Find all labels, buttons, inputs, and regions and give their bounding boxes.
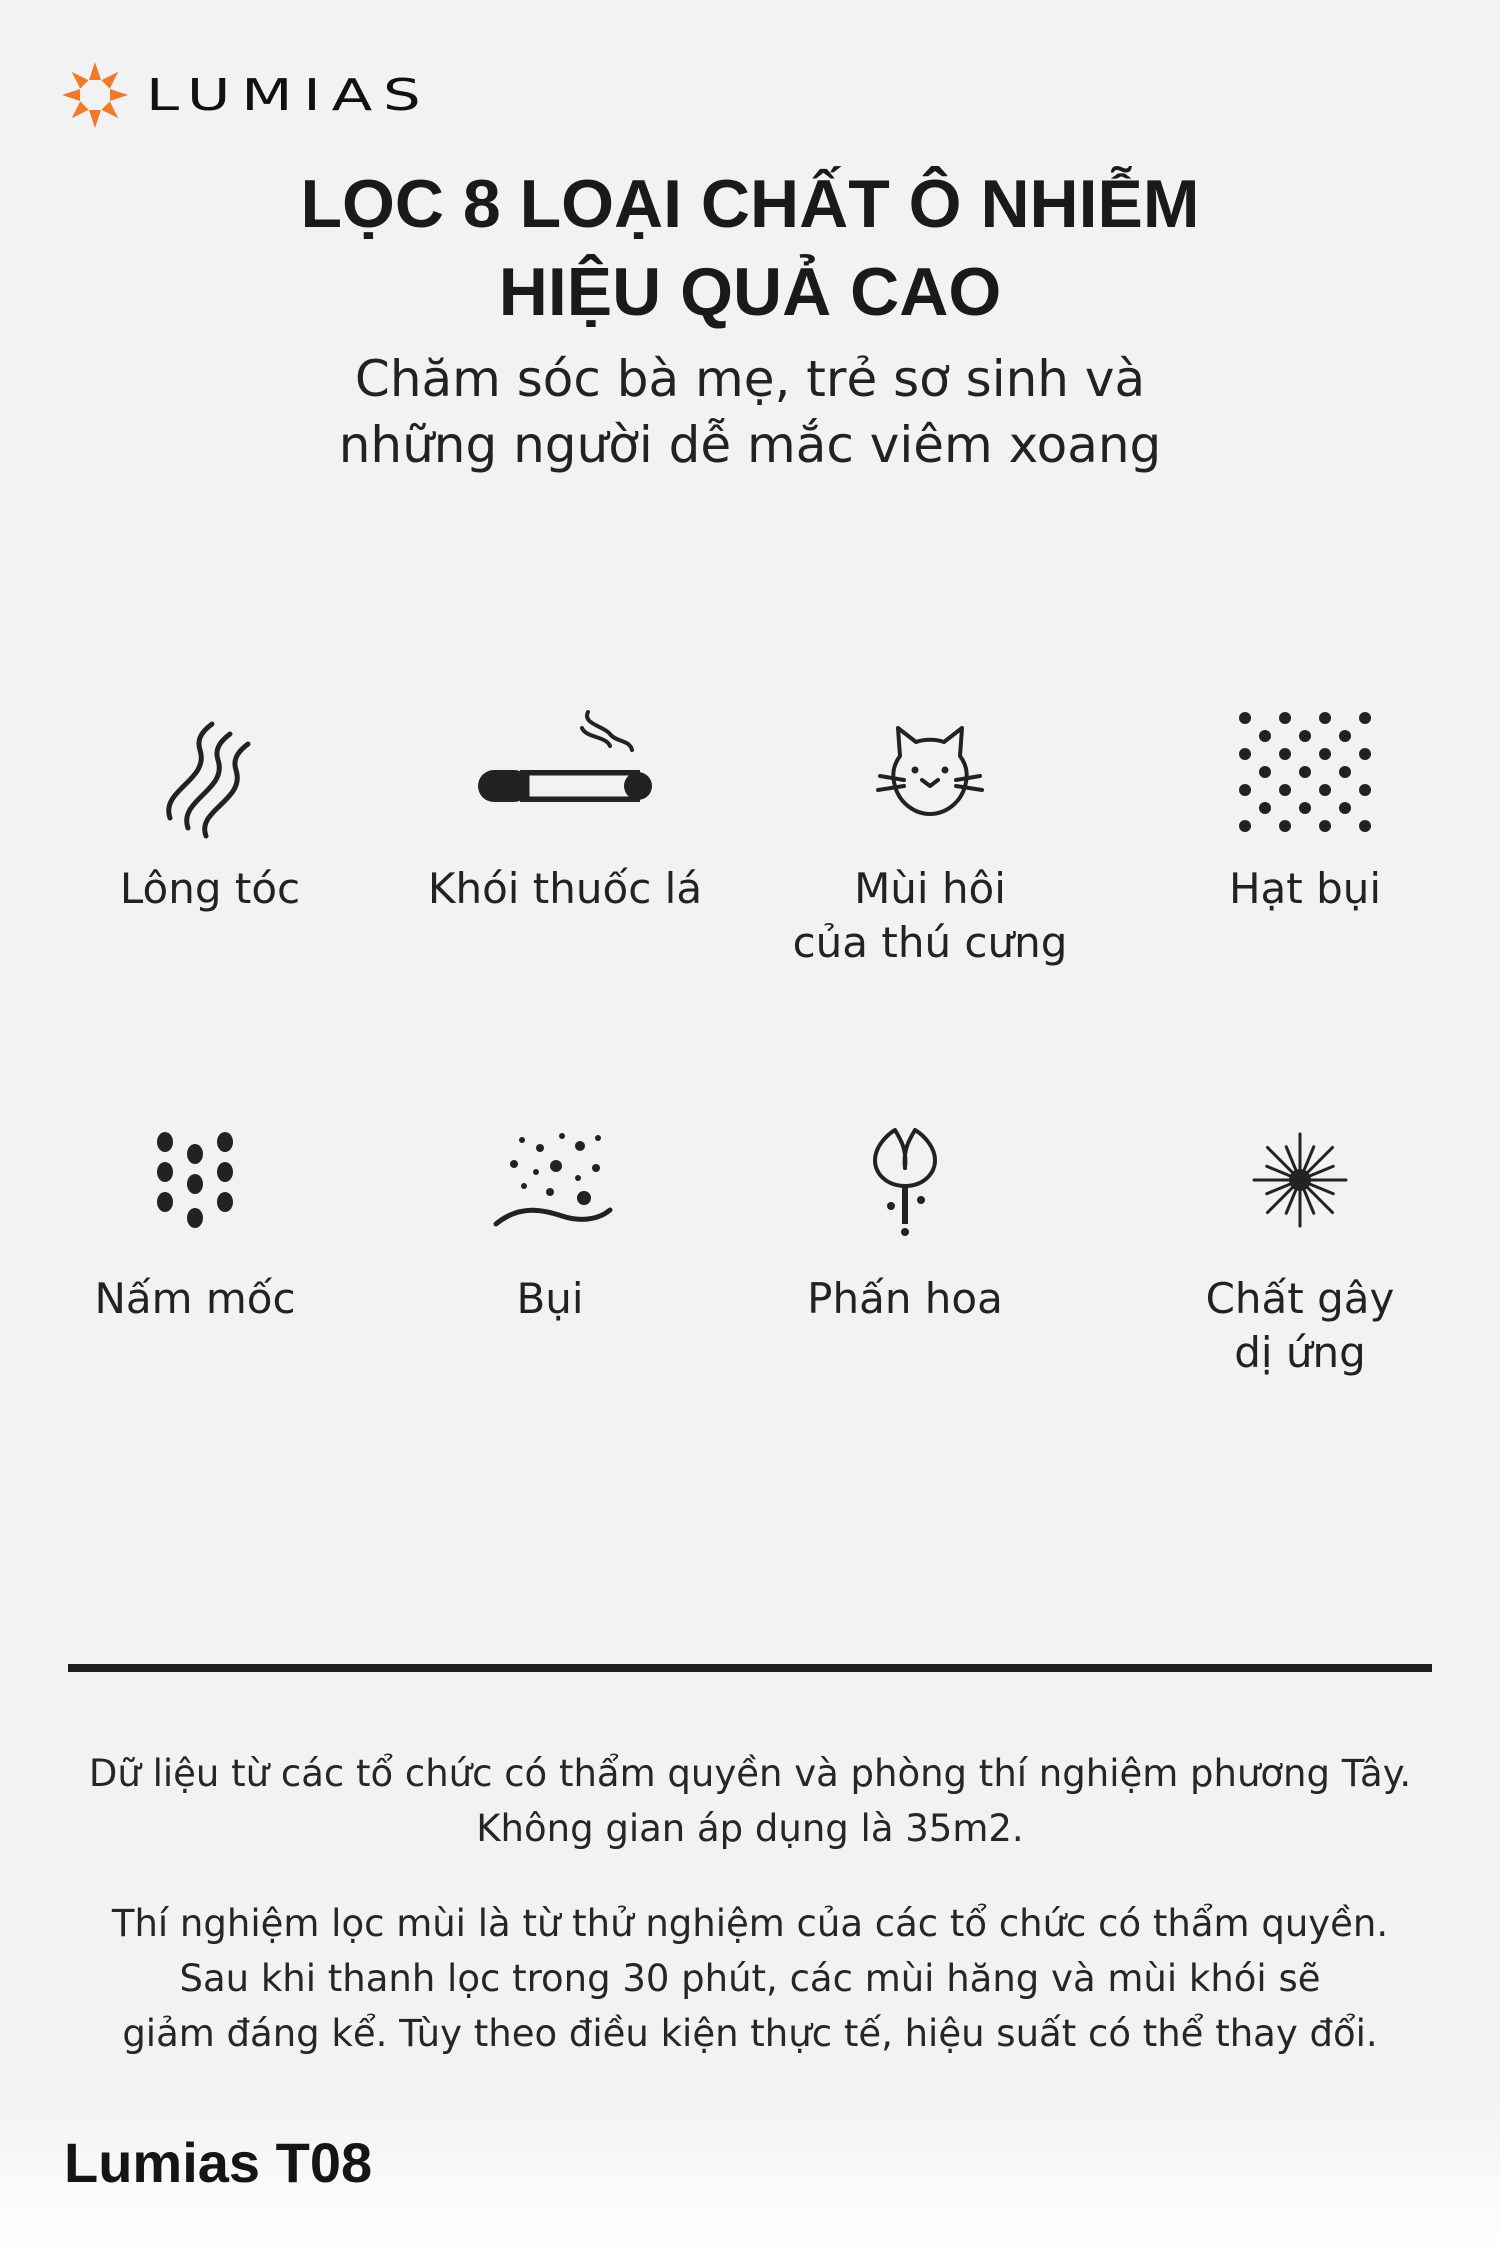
feature-cigarette-smoke <box>385 710 745 916</box>
feature-label: Khói thuốc lá <box>427 864 703 913</box>
feature-label: Bụi <box>516 1274 584 1323</box>
test-note <box>40 1896 1460 2061</box>
feature-label-line-2: dị ứng <box>1234 1328 1366 1377</box>
sun-icon <box>60 60 130 130</box>
brand-logo <box>60 60 432 130</box>
feature-label-line-2: của thú cưng <box>792 918 1068 967</box>
feature-label: Chất gây <box>1205 1274 1395 1323</box>
note-line: Thí nghiệm lọc mùi là từ thử nghiệm của các tổ chức có thẩm quyền. <box>111 1902 1389 1945</box>
pollen-flower-icon <box>835 1120 975 1250</box>
mold-spores-icon <box>125 1120 265 1250</box>
note-line: Dữ liệu từ các tổ chức có thẩm quyền và phòng thí nghiệm phương Tây. <box>88 1752 1412 1795</box>
cigarette-icon <box>470 710 660 840</box>
cat-icon <box>860 710 1000 840</box>
feature-label: Mùi hôi <box>854 864 1006 913</box>
allergen-burst-icon <box>1230 1120 1370 1250</box>
dust-icon <box>480 1120 620 1250</box>
feature-label: Nấm mốc <box>94 1274 296 1323</box>
feature-allergens <box>1120 1120 1480 1380</box>
product-name: Lumias T08 <box>64 2131 373 2194</box>
dots-grid-icon <box>1235 710 1375 840</box>
divider <box>68 1664 1432 1672</box>
feature-particles <box>1125 710 1485 916</box>
feature-pollen <box>725 1120 1085 1326</box>
subtitle-line-1: Chăm sóc bà mẹ, trẻ sơ sinh và <box>354 350 1146 408</box>
feature-label: Hạt bụi <box>1228 864 1382 913</box>
note-line: Không gian áp dụng là 35m2. <box>476 1807 1024 1850</box>
source-note <box>40 1746 1460 1856</box>
page-title-line-2: HIỆU QUẢ CAO <box>498 254 1002 330</box>
heading-block <box>0 160 1500 478</box>
feature-dust <box>370 1120 730 1326</box>
feature-mold <box>15 1120 375 1326</box>
feature-label: Lông tóc <box>119 864 301 913</box>
feature-pet-odor <box>750 710 1110 970</box>
page-title-line-1: LỌC 8 LOẠI CHẤT Ô NHIỄM <box>300 166 1200 242</box>
feature-hair <box>30 710 390 916</box>
note-line: Sau khi thanh lọc trong 30 phút, các mùi hăng và mùi khói sẽ <box>179 1957 1321 2000</box>
hair-icon <box>140 710 280 840</box>
feature-label: Phấn hoa <box>807 1274 1003 1323</box>
note-line: giảm đáng kể. Tùy theo điều kiện thực tế, hiệu suất có thể thay đổi. <box>122 2012 1378 2055</box>
brand-name: LUMIAS <box>146 69 432 121</box>
subtitle-line-2: những người dễ mắc viêm xoang <box>338 416 1162 474</box>
